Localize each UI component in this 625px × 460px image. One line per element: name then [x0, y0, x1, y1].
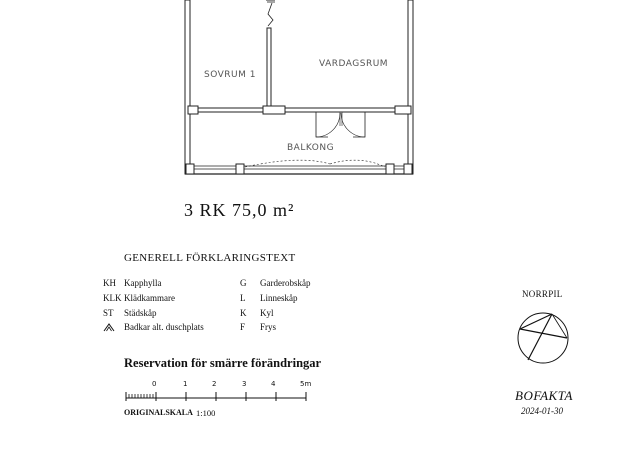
legend-text: Frys: [260, 322, 277, 332]
legend-text: Städskåp: [124, 308, 157, 318]
legend-code: KH: [103, 278, 116, 288]
legend-title: GENERELL FÖRKLARINGSTEXT: [124, 252, 296, 264]
legend-code: ST: [103, 308, 114, 318]
legend-text: Klädkammare: [124, 293, 175, 303]
room-label-vardagsrum: VARDAGSRUM: [319, 59, 389, 69]
legend-text: Badkar alt. duschplats: [124, 322, 204, 332]
shower-icon: [103, 322, 115, 332]
legend-text: Linneskåp: [260, 293, 298, 303]
legend-code: G: [240, 278, 247, 288]
scale-tick: 0: [152, 380, 157, 388]
north-arrow-icon: [514, 310, 574, 366]
scale-tick: 4: [271, 380, 276, 388]
scale-value: 1:100: [196, 408, 216, 418]
reservation-note: Reservation för smärre förändringar: [124, 356, 322, 370]
legend-text: Garderobskåp: [260, 278, 311, 288]
room-label-balkong: BALKONG: [287, 143, 335, 153]
scale-tick: 3: [242, 380, 247, 388]
scale-graphic: [120, 388, 320, 402]
drawing-date: 2024-01-30: [521, 406, 563, 416]
legend-code: KLK: [103, 293, 122, 303]
legend-code: F: [240, 322, 246, 332]
legend-text: Kapphylla: [124, 278, 162, 288]
scale-label: ORIGINALSKALA: [124, 408, 193, 417]
legend-text: Kyl: [260, 308, 274, 318]
apartment-area: 3 RK 75,0 m²: [184, 200, 295, 220]
scale-tick: 5m: [300, 380, 312, 388]
room-label-sovrum: SOVRUM 1: [204, 70, 256, 80]
brand-name: BOFAKTA: [515, 388, 573, 403]
legend-code: K: [240, 308, 247, 318]
scale-tick: 1: [183, 380, 188, 388]
north-arrow-label: NORRPIL: [522, 289, 563, 299]
scale-tick: 2: [212, 380, 217, 388]
legend-code: L: [240, 293, 246, 303]
